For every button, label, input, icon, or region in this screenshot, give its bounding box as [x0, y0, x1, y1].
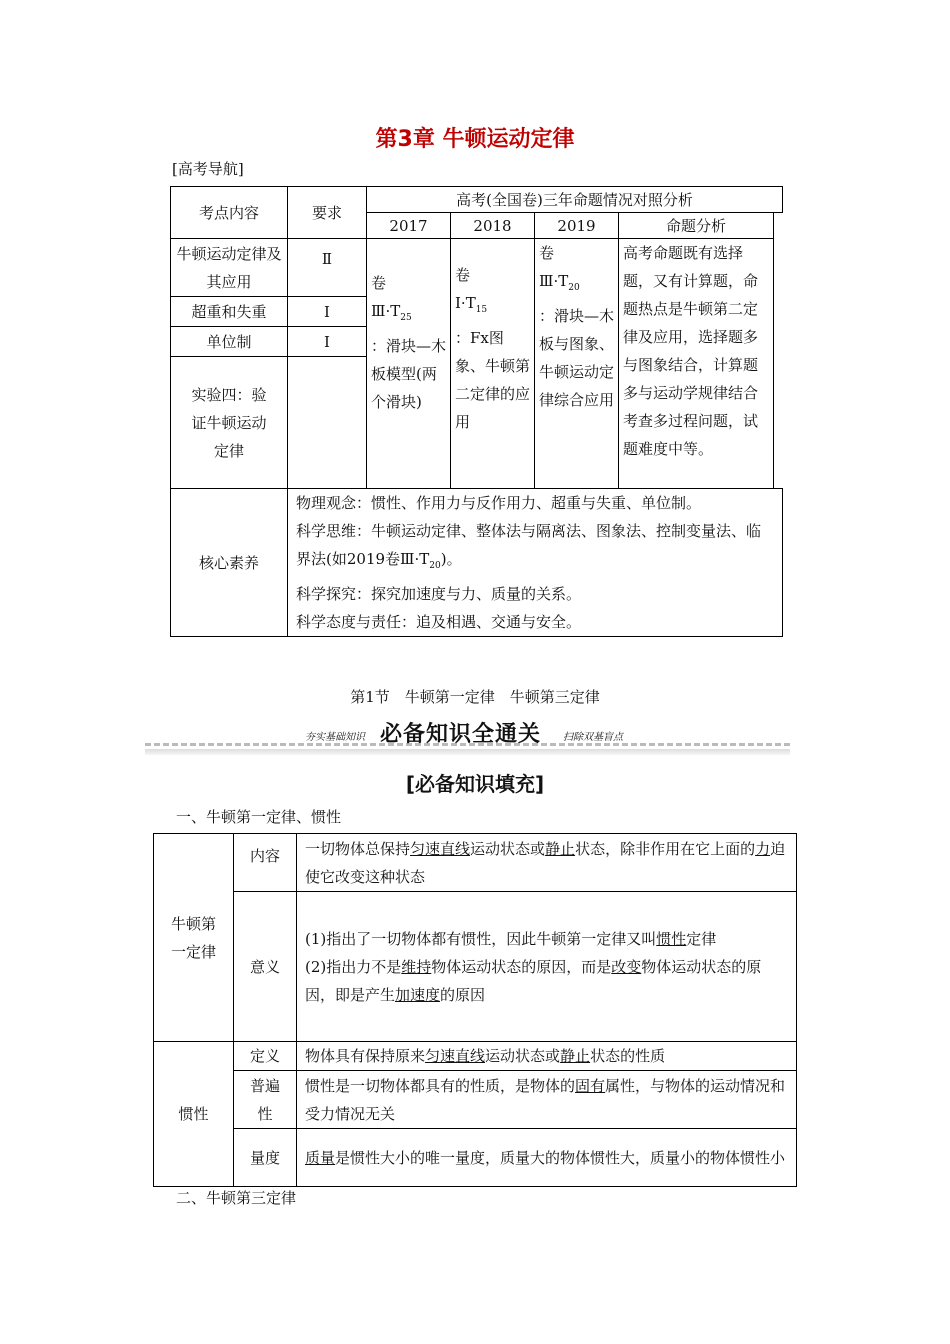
topic-units: 单位制	[171, 327, 288, 357]
core-line-2: 科学思维：牛顿运动定律、整体法与隔离法、图象法、控制变量法、临界法(如2019卷$Ⅲ\cdot T_{20}$)。	[296, 522, 762, 571]
year-2019-cell	[535, 239, 619, 489]
content-label: 内容	[234, 834, 297, 892]
fill-heading: [必备知识填充]	[405, 772, 545, 796]
year-2018-a: 卷	[455, 266, 471, 284]
banner-right-text: 扫除双基盲点	[563, 732, 623, 743]
content-text: 一切物体总保持匀速直线运动状态或静止状态，除非作用在它上面的力迫使它改变这种状态	[297, 834, 797, 892]
chapter-title: 第3章 牛顿运动定律	[375, 127, 575, 152]
req-experiment	[288, 357, 367, 489]
year-2017-c: ：滑块—木板模型(两个滑块)	[371, 337, 447, 411]
definition-label: 定义	[234, 1042, 297, 1071]
req-units: Ⅰ	[288, 327, 367, 357]
meaning-label: 意义	[234, 892, 297, 1042]
header-requirement: 要求	[288, 187, 367, 239]
core-line-4: 科学态度与责任：追及相遇、交通与安全。	[296, 613, 582, 631]
req-overweight: Ⅰ	[288, 297, 367, 327]
banner-left-text: 夯实基础知识	[305, 732, 365, 743]
header-2019: 2019	[535, 213, 619, 239]
year-2018-cell	[451, 239, 535, 489]
topic-overweight: 超重和失重	[171, 297, 288, 327]
year-2018-b: $Ⅰ\cdot T_{15}$	[455, 294, 488, 315]
req-newton-laws: Ⅱ	[288, 239, 367, 297]
header-proposal: 命题分析	[619, 213, 774, 239]
banner-main-text: 必备知识全通关	[380, 722, 542, 747]
core-line-1: 物理观念：惯性、作用力与反作用力、超重与失重、单位制。	[296, 494, 702, 512]
year-2019-c: ：滑块—木板与图象、牛顿运动定律综合应用	[539, 307, 615, 409]
core-line-3: 科学探究：探究加速度与力、质量的关系。	[296, 585, 582, 603]
inertia-label: 惯性	[154, 1042, 234, 1187]
newton-first-law-table	[153, 833, 797, 1187]
header-topic: 考点内容	[171, 187, 288, 239]
year-2017-b: $Ⅲ\cdot T_{25}$	[371, 302, 412, 323]
year-2019-b: $Ⅲ\cdot T_{20}$	[539, 272, 580, 293]
year-2018-c: ：Fx图象、牛顿第二定律的应用	[455, 329, 531, 431]
year-2017-cell	[367, 239, 451, 489]
part1-heading: 一、牛顿第一定律、惯性	[176, 808, 342, 826]
section-title: 第1节 牛顿第一定律 牛顿第三定律	[350, 688, 600, 706]
header-analysis: 高考(全国卷)三年命题情况对照分析	[367, 187, 783, 213]
topic-experiment: 实验四：验证牛顿运动定律	[171, 357, 288, 489]
proposal-analysis: 高考命题既有选择题，又有计算题，命题热点是牛顿第二定律及应用，选择题多与图象结合，计算题多与运动学规律结合考查多过程问题，试题难度中等。	[619, 239, 774, 489]
universality-label: 普遍性	[234, 1071, 297, 1129]
measure-text: 质量是惯性大小的唯一量度，质量大的物体惯性大，质量小的物体惯性小	[297, 1129, 797, 1187]
exam-guide-table	[170, 186, 783, 637]
meaning-text: (1)指出了一切物体都有惯性，因此牛顿第一定律又叫惯性定律 (2)指出力不是维持物体运动状态的原因，而是改变物体运动状态的原因，即是产生加速度的原因	[297, 892, 797, 1042]
knowledge-banner	[145, 716, 790, 752]
core-content	[288, 489, 783, 637]
header-2018: 2018	[451, 213, 535, 239]
topic-newton-laws: 牛顿运动定律及其应用	[171, 239, 288, 297]
definition-text: 物体具有保持原来匀速直线运动状态或静止状态的性质	[297, 1042, 797, 1071]
year-2017-a: 卷	[371, 274, 387, 292]
measure-label: 量度	[234, 1129, 297, 1187]
law1-label: 牛顿第一定律	[154, 834, 234, 1042]
year-2019-a: 卷	[539, 244, 555, 262]
nav-label: [高考导航]	[172, 160, 244, 178]
core-label: 核心素养	[171, 489, 288, 637]
universality-text: 惯性是一切物体都具有的性质，是物体的固有属性，与物体的运动情况和受力情况无关	[297, 1071, 797, 1129]
header-2017: 2017	[367, 213, 451, 239]
part2-heading: 二、牛顿第三定律	[176, 1189, 297, 1207]
